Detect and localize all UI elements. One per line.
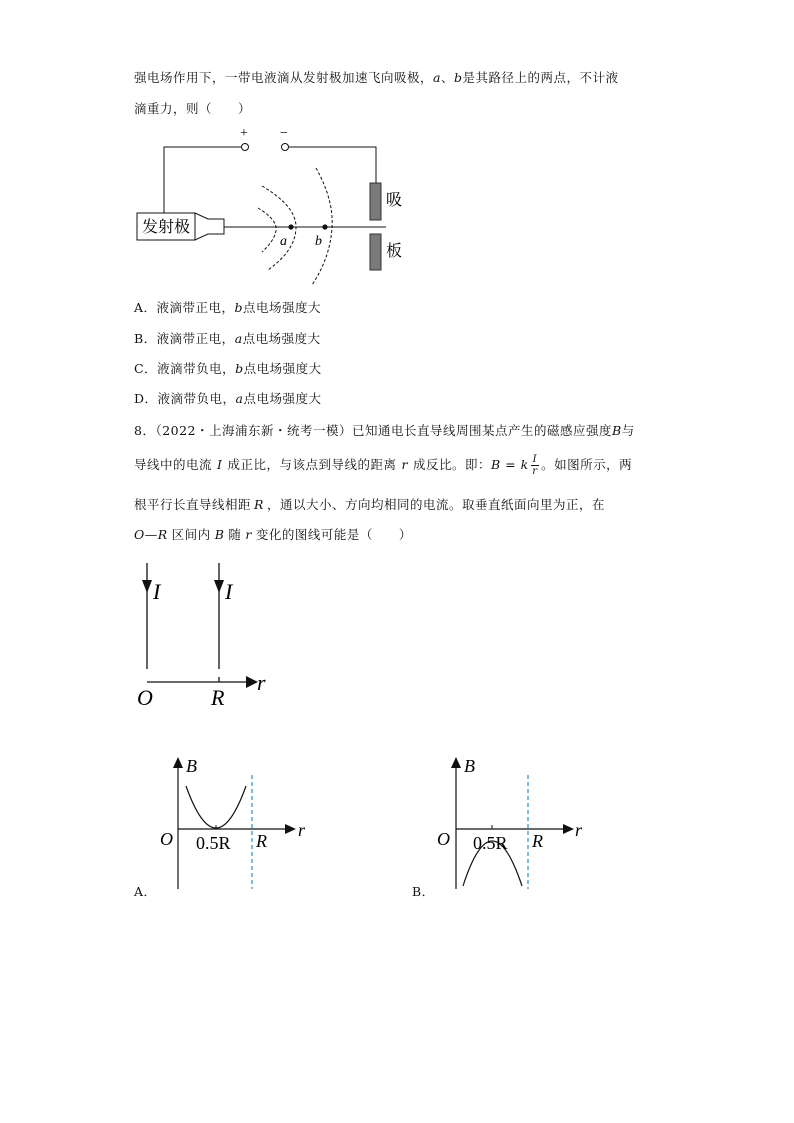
q8-var-R2: R	[157, 527, 168, 542]
option-d-prefix: D．液滴带负电，	[134, 391, 236, 406]
formula-lhs: B = k	[490, 457, 529, 472]
q8-var-O: O	[134, 527, 145, 542]
option-d-suffix: 点电场强度大	[243, 391, 322, 406]
graph-a-x-label: r	[298, 820, 306, 840]
emitter-label: 发射极	[142, 217, 191, 236]
graph-b-R-label: R	[532, 831, 543, 851]
r-axis-label: r	[257, 670, 266, 695]
graph-b-x-label: r	[575, 820, 583, 840]
q7-sep: 、	[440, 70, 454, 85]
graph-b-y-label: B	[464, 756, 475, 776]
option-b-suffix: 点电场强度大	[242, 331, 321, 346]
q8-dash: —	[144, 527, 158, 542]
option-a-var: b	[234, 300, 244, 315]
point-b-label: b	[315, 234, 322, 249]
q8-line4-mid2: 随	[228, 527, 242, 542]
R-label: R	[211, 685, 225, 710]
graph-a-option[interactable]: A．	[134, 884, 157, 899]
graph-a-origin: O	[160, 829, 173, 849]
q8-var-r: r	[401, 457, 408, 472]
q8-var-I: I	[217, 457, 223, 472]
option-c-prefix: C．液滴带负电，	[134, 361, 236, 376]
q7-var-b: b	[453, 70, 463, 85]
graph-b-y-arrow	[451, 757, 461, 768]
option-c-var: b	[235, 361, 244, 376]
q8-line3-end: ，通以大小、方向均相同的电流。取垂直纸面向里为正，在	[266, 497, 605, 512]
formula-denominator: r	[532, 466, 538, 477]
point-a-label: a	[280, 234, 287, 249]
option-c-suffix: 点电场强度大	[243, 361, 322, 376]
q8-line2-end: 。如图所示，两	[541, 457, 633, 472]
option-a-suffix: 点电场强度大	[243, 300, 322, 315]
q8-var-R: R	[254, 497, 264, 512]
graph-b-x-arrow	[563, 824, 574, 834]
q7-stem-line2: 滴重力，则（ ）	[134, 101, 252, 116]
plus-sign: +	[240, 126, 248, 141]
q7-var-a: a	[433, 70, 441, 85]
option-b-prefix: B．液滴带正电，	[134, 331, 235, 346]
q8-line2-mid: 成正比，与该点到导线的距离	[227, 457, 397, 472]
graph-a-y-label: B	[186, 756, 197, 776]
absorber-label-bottom: 板	[386, 241, 403, 260]
q7-stem-rest: 是其路径上的两点，不计液	[462, 70, 619, 85]
q8-line1-end: 与	[621, 423, 635, 438]
q8-var-B2: B	[214, 527, 225, 542]
q8-line3-start: 根平行长直导线相距	[134, 497, 252, 512]
q8-line1-start: 8．（2022・上海浦东新・统考一模）已知通电长直导线周围某点产生的磁感应强度	[134, 423, 613, 438]
graph-a-R-label: R	[256, 831, 267, 851]
graph-b-option[interactable]: B．	[412, 884, 435, 899]
current-2-label: I	[225, 579, 233, 604]
q8-var-B: B	[612, 423, 622, 438]
q7-stem-text: 强电场作用下，一带电液滴从发射极加速飞向吸极，	[134, 70, 434, 85]
minus-sign: −	[280, 126, 288, 141]
current-1-label: I	[153, 579, 161, 604]
q8-line2-mid2: 成反比。即：	[412, 457, 491, 472]
graph-b-mid-label: 0.5R	[473, 833, 508, 853]
q8-line4-end: 变化的图线可能是（ ）	[255, 527, 412, 542]
option-d-var: a	[235, 391, 244, 406]
graph-a-mid-label: 0.5R	[196, 833, 231, 853]
formula-numerator: I	[532, 454, 538, 465]
option-b-var: a	[234, 331, 243, 346]
q8-line2-start: 导线中的电流	[134, 457, 213, 472]
origin-label: O	[137, 685, 153, 710]
option-a-prefix: A．液滴带正电，	[134, 300, 235, 315]
q8-var-r2: r	[245, 527, 252, 542]
absorber-label-top: 吸	[386, 190, 403, 209]
graph-b-origin: O	[437, 829, 450, 849]
q8-line4-mid: 区间内	[171, 527, 211, 542]
